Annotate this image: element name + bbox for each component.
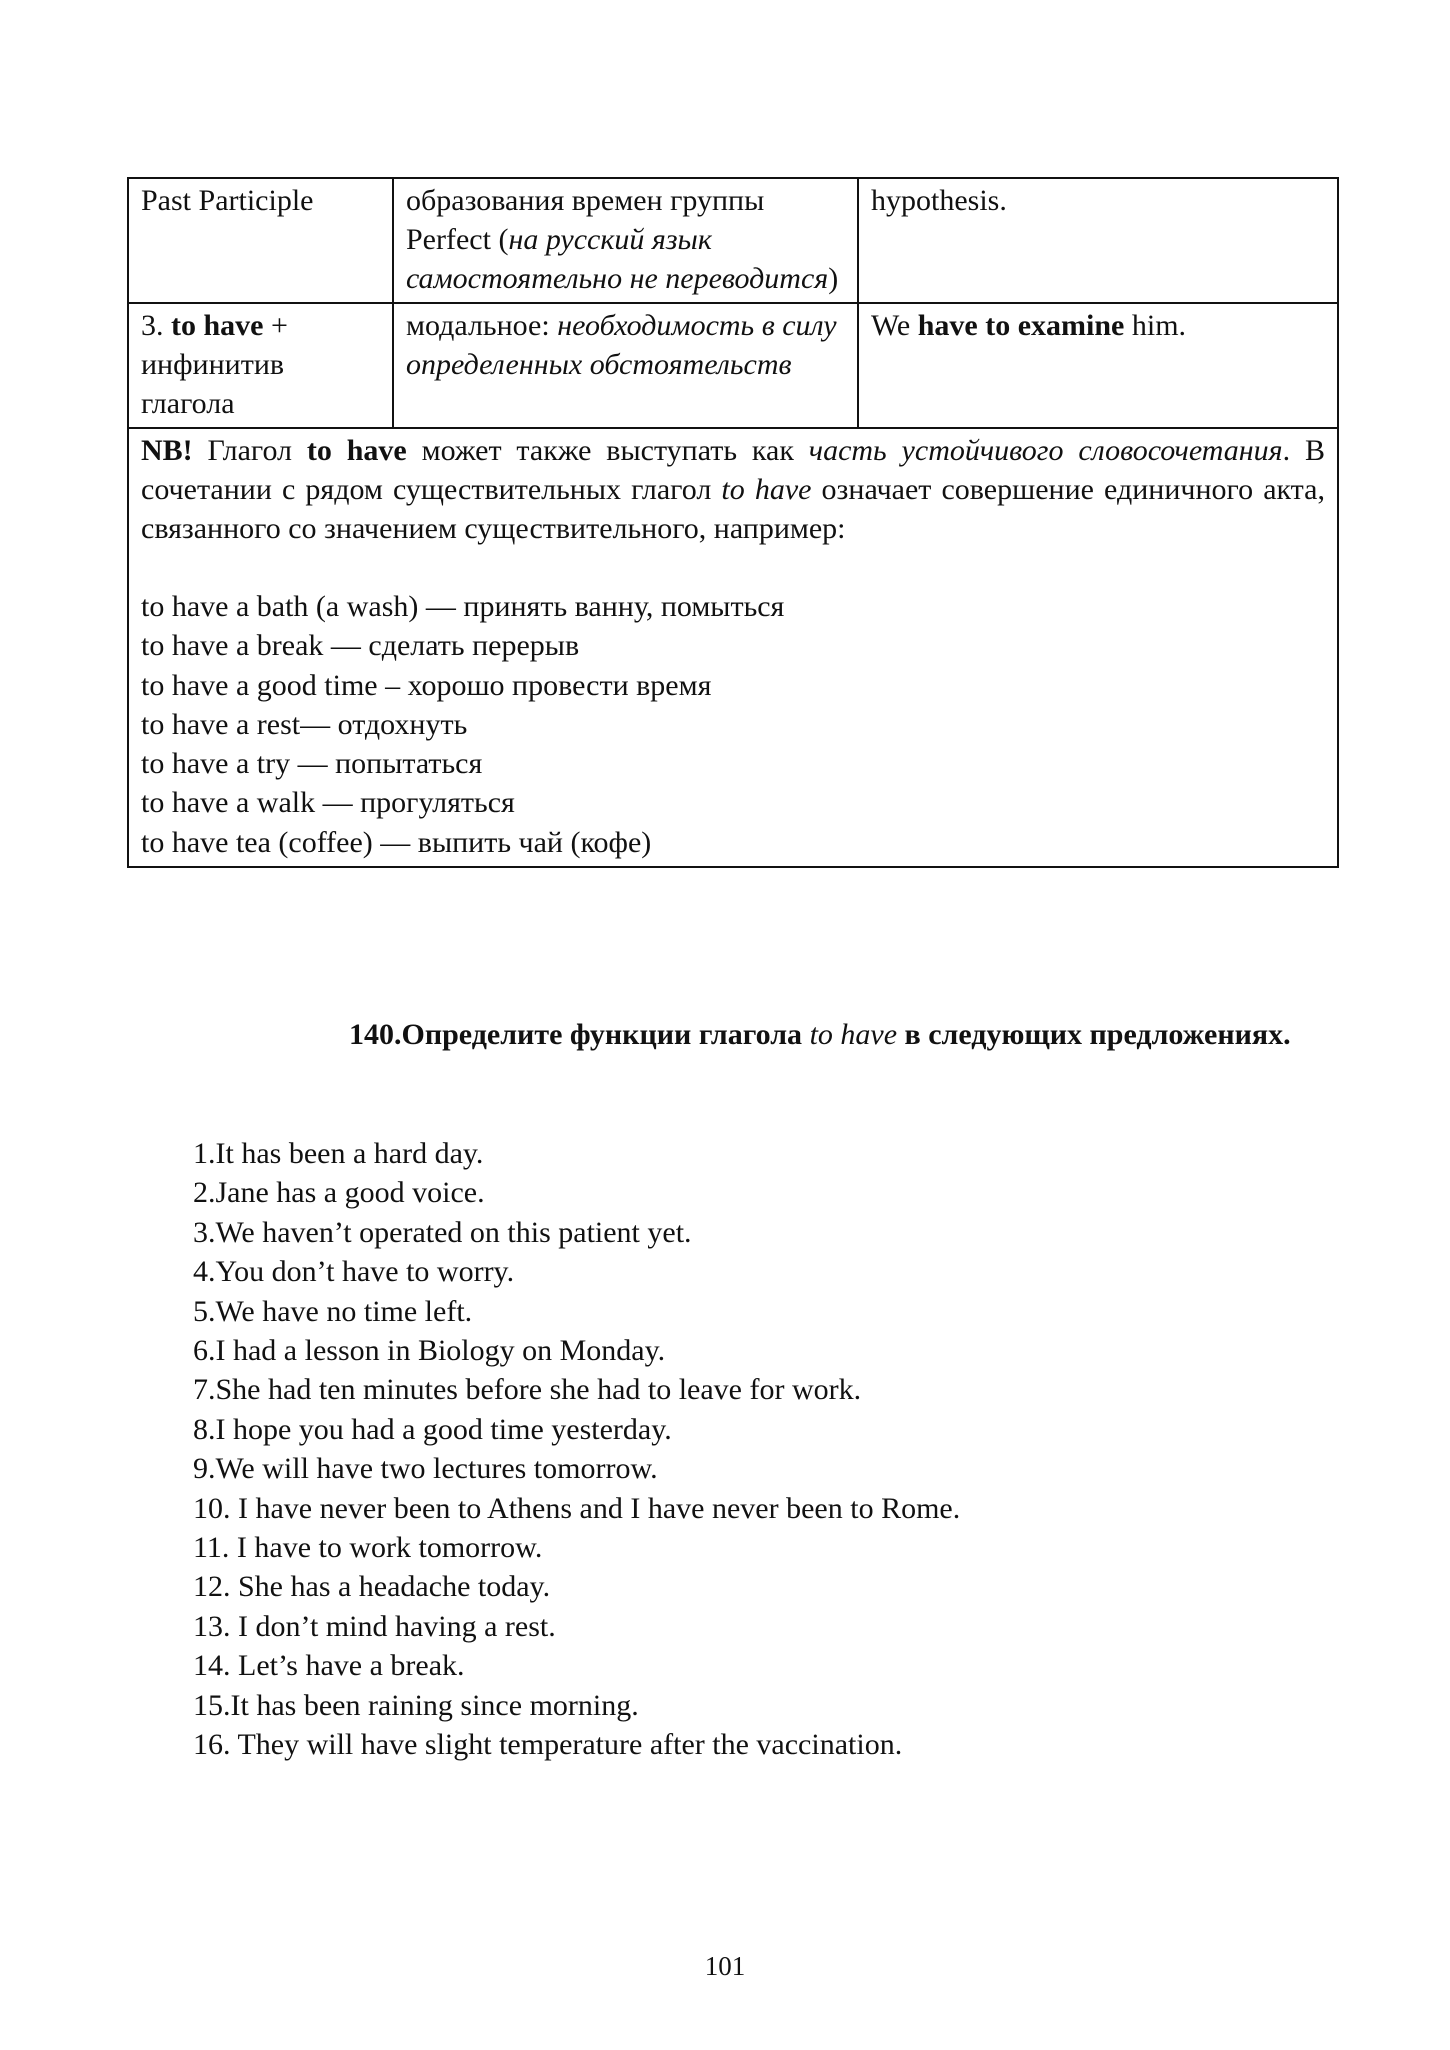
grammar-table bbox=[127, 177, 1339, 868]
sentence-item: 5.We have no time left. bbox=[193, 1294, 473, 1328]
table-cell-meaning: модальное: необходимость в силу определенных обстоятельств bbox=[393, 303, 858, 428]
nb-note-cell bbox=[128, 428, 1338, 867]
sentence-item: 12. She has a headache today. bbox=[193, 1570, 551, 1604]
sentence-item: 3.We haven’t operated on this patient yet. bbox=[193, 1215, 692, 1249]
expression-list bbox=[141, 587, 1325, 862]
table-row bbox=[128, 303, 1338, 428]
sentence-item: 15.It has been raining since morning. bbox=[193, 1688, 639, 1722]
table-row bbox=[128, 178, 1338, 303]
nb-paragraph: NB! Глагол to have может также выступать как часть устойчивого словосочетания. В сочетании с рядом существительных глагол to have означает совершение единичного акта, связанного со значением существительного, например: bbox=[141, 434, 1326, 545]
table-row bbox=[128, 428, 1338, 867]
sentence-item: 8.I hope you had a good time yesterday. bbox=[193, 1412, 672, 1446]
expression-item: to have a walk — прогуляться bbox=[141, 786, 515, 820]
sentence-item: 14. Let’s have a break. bbox=[193, 1649, 465, 1683]
sentence-item: 4.You don’t have to worry. bbox=[193, 1255, 515, 1289]
expression-item: to have a try — попытаться bbox=[141, 747, 483, 781]
table-cell-form: Past Participle bbox=[128, 178, 393, 303]
expression-item: to have a bath (a wash) — принять ванну, помыться bbox=[141, 590, 785, 623]
table-cell-form: 3. to have + инфинитив глагола bbox=[128, 303, 393, 428]
expression-item: to have a rest— отдохнуть bbox=[141, 707, 468, 741]
table-cell-example: We have to examine him. bbox=[858, 303, 1338, 428]
sentence-item: 6.I had a lesson in Biology on Monday. bbox=[193, 1334, 666, 1368]
sentence-item: 1.It has been a hard day. bbox=[193, 1137, 484, 1170]
sentence-item: 7.She had ten minutes before she had to leave for work. bbox=[193, 1373, 862, 1407]
sentence-item: 9.We will have two lectures tomorrow. bbox=[193, 1452, 658, 1486]
sentence-item: 13. I don’t mind having a rest. bbox=[193, 1609, 556, 1643]
expression-item: to have a break — сделать перерыв bbox=[141, 629, 580, 663]
sentence-list bbox=[193, 1134, 960, 1765]
expression-item: to have tea (coffee) — выпить чай (кофе) bbox=[141, 825, 652, 859]
exercise-title: 140.Определите функции глагола to have в следующих предложениях. bbox=[349, 1018, 1291, 1051]
sentence-item: 10. I have never been to Athens and I have never been to Rome. bbox=[193, 1491, 961, 1525]
table-cell-example: hypothesis. bbox=[858, 178, 1338, 303]
sentence-item: 2.Jane has a good voice. bbox=[193, 1176, 485, 1210]
page-number: 101 bbox=[704, 1951, 746, 1981]
table-cell-meaning: образования времен группы Perfect (на русский язык самостоятельно не переводится) bbox=[393, 178, 858, 303]
sentence-item: 16. They will have slight temperature after the vaccination. bbox=[193, 1728, 903, 1762]
expression-item: to have a good time – хорошо провести время bbox=[141, 668, 712, 702]
sentence-item: 11. I have to work tomorrow. bbox=[193, 1531, 543, 1565]
